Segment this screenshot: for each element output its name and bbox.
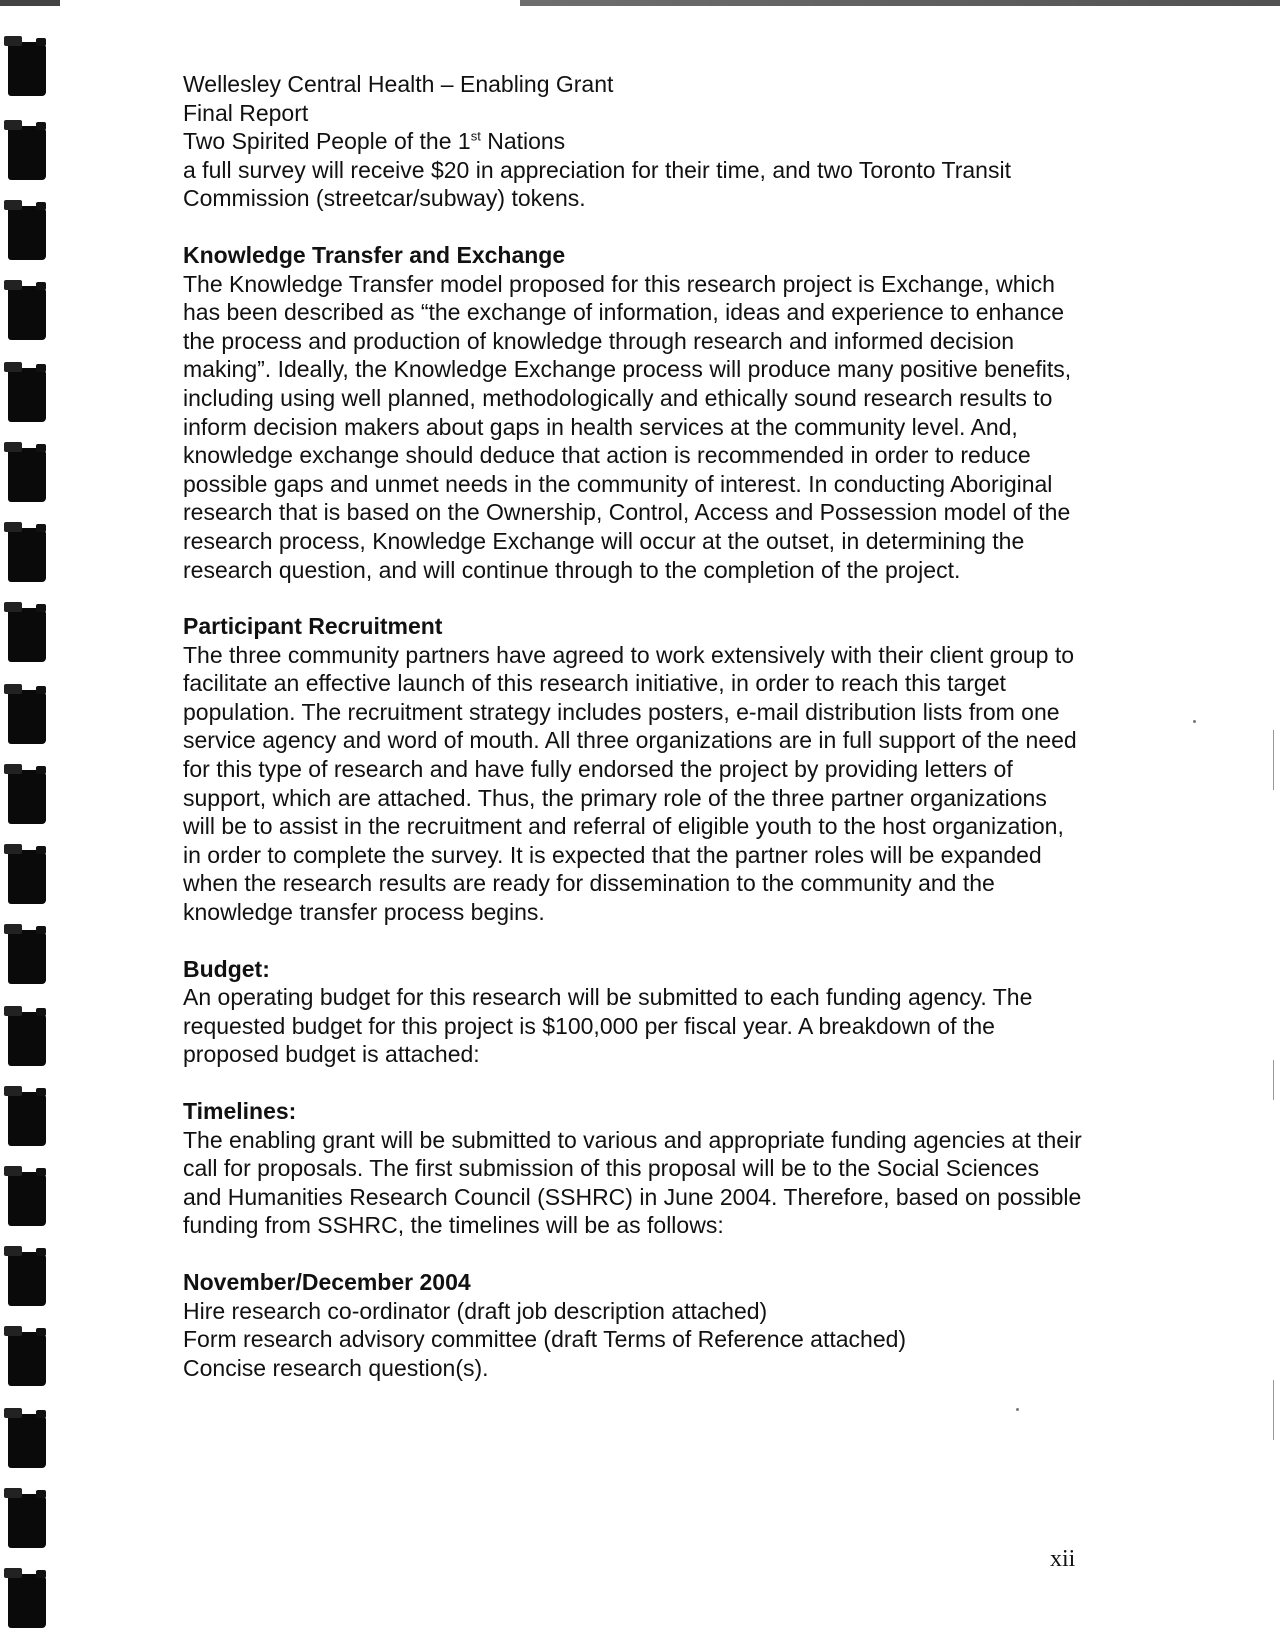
budget-heading: Budget:: [183, 955, 270, 982]
knowledge-heading: Knowledge Transfer and Exchange: [183, 241, 566, 268]
intro-paragraph: a full survey will receive $20 in appreciation for their time, and two Toronto Transit Commission (streetcar/subway) tokens.: [183, 156, 1011, 212]
budget-paragraph: An operating budget for this research will be submitted to each funding agency. The requested budget for this project is $100,000 per fiscal year. A breakdown of the proposed budget is attached:: [183, 984, 1033, 1068]
binding-hole: [8, 1012, 46, 1066]
recruitment-heading: Participant Recruitment: [183, 613, 443, 640]
binding-hole: [8, 1172, 46, 1226]
scan-artifact-top-edge: [0, 0, 1280, 6]
knowledge-paragraph: The Knowledge Transfer model proposed for this research project is Exchange, which has been described as “the exchange of information, ideas and experience to enhance the process and production of knowledge through research and informed decision making”. Ideally, the Knowledge Exchange process will produce many positive benefits, including using well planned, methodologically and ethically sound research results to inform decision makers about gaps in health services at the community level. And, knowledge exchange should deduce that action is recommended in order to reduce possible gaps and unmet needs in the community of interest. In conducting Aboriginal research that is based on the Ownership, Control, Access and Possession model of the research process, Knowledge Exchange will occur at the outset, in determining the research question, and will continue through to the completion of the project.: [183, 270, 1072, 583]
document-body: [183, 70, 1083, 1382]
scan-speck: [1193, 720, 1196, 723]
binding-hole: [8, 206, 46, 260]
list-item: Hire research co-ordinator (draft job description attached): [183, 1297, 768, 1324]
header-project-line: [183, 127, 1083, 156]
nov-dec-heading: November/December 2004: [183, 1268, 471, 1295]
header-project-prefix: Two Spirited People of the 1: [183, 128, 471, 155]
binding-hole: [8, 1494, 46, 1548]
binding-hole: [8, 1252, 46, 1306]
binding-hole: [8, 528, 46, 582]
header-title: Wellesley Central Health – Enabling Grant: [183, 71, 614, 97]
binding-hole: [8, 1332, 46, 1386]
binding-hole: [8, 1092, 46, 1146]
binding-hole: [8, 770, 46, 824]
running-header: [183, 70, 1083, 156]
list-item: Concise research question(s).: [183, 1354, 489, 1381]
binding-hole: [8, 368, 46, 422]
binding-hole: [8, 608, 46, 662]
header-project-superscript: st: [470, 128, 481, 144]
binding-hole: [8, 930, 46, 984]
timelines-paragraph: The enabling grant will be submitted to various and appropriate funding agencies at their call for proposals. The first submission of this proposal will be to the Social Sciences and Humanities Research Council (SSHRC) in June 2004. Therefore, based on possible funding from SSHRC, the timelines will be as follows:: [183, 1126, 1082, 1239]
page-number: xii: [1050, 1546, 1076, 1572]
binding-hole: [8, 126, 46, 180]
scan-artifact-edge-mark: [1273, 1380, 1274, 1440]
recruitment-paragraph: The three community partners have agreed to work extensively with their client group to facilitate an effective launch of this research initiative, in order to reach this target population. The recruitment strategy includes posters, e-mail distribution lists from one service agency and word of mouth. All three organizations are in full support of the need for this type of research and have fully endorsed the project by providing letters of support, which are attached. Thus, the primary role of the three partner organizations will be to assist in the recruitment and referral of eligible youth to the host organization, in order to complete the survey. It is expected that the partner roles will be expanded when the research results are ready for dissemination to the community and the knowledge transfer process begins.: [183, 641, 1077, 926]
binding-hole: [8, 42, 46, 96]
scan-speck: [1016, 1408, 1019, 1411]
header-project-suffix: Nations: [480, 128, 566, 155]
timelines-heading: Timelines:: [183, 1098, 297, 1124]
binding-hole: [8, 690, 46, 744]
list-item: Form research advisory committee (draft Terms of Reference attached): [183, 1326, 907, 1353]
binding-hole: [8, 1574, 46, 1628]
binding-hole: [8, 286, 46, 340]
binding-hole: [8, 448, 46, 502]
binding-hole: [8, 850, 46, 904]
scan-artifact-edge-mark: [1273, 730, 1274, 790]
nov-dec-list: [183, 1297, 1083, 1383]
binding-hole: [8, 1414, 46, 1468]
header-subtitle: Final Report: [183, 99, 309, 126]
spiral-binding-holes: [0, 30, 52, 1640]
scan-artifact-edge-mark: [1273, 1060, 1274, 1100]
